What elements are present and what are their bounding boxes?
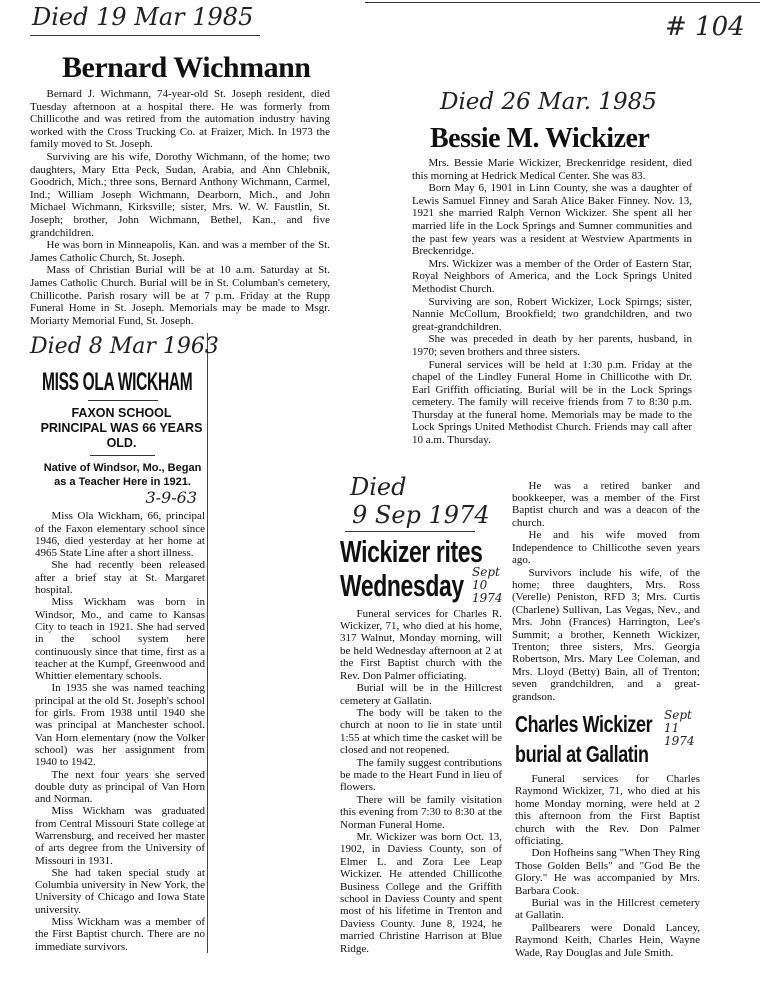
article-paragraph: He and his wife moved from Independence to Chillicothe seven years ago. [512,529,700,567]
article-paragraph: Surviving are his wife, Dorothy Wichmann, of the home; two daughters, Mary Etta Peck, Sudan, Arabia, and Ann Chlebnik, Goodrich, Mich.; three sons, Bernard Anthony Wichmann, Carmel, Ind.; William Joseph Wichmann, Dearborn, Mich., and John Michael Wichmann, Kirksville; sister, Mrs. W. W. Faustlin, St. Joseph; brother, John Wichmann, Bethel, Kan., and five grandchildren. [30,150,330,239]
rites-column [340,473,502,955]
article-paragraph: The family suggest contributions be made to the Heart Fund in lieu of flowers. [340,756,502,794]
handwritten-died: Died [350,472,407,501]
article-paragraph: Mrs. Wickizer was a member of the Order of Eastern Star, Royal Neighbors of America, and the Lock Springs United Methodist Church. [412,257,692,295]
wickizer-columns [335,473,705,959]
handwritten-margin-date: Sept 11 1974 [664,707,695,748]
wickham-deck: Native of Windsor, Mo., Began as a Teacher Here in 1921. [43,462,202,489]
article-paragraph: Bernard J. Wichmann, 74-year-old St. Joseph resident, died Tuesday afternoon at a hospital there. He was formerly from Chillicothe and was retired from the automation industry having worked with the Cross Trucking Co. at Fraizer, Mich. In 1973 the family moved to St. Joseph. [30,88,330,151]
article-paragraph: Survivors include his wife, of the home; three daughters, Mrs. Ross (Verelle) Peniston, RFD 3; Mrs. Curtis (Charlene) Sullivan, Las Vegas, Nev., and Mrs. John (Frances) Harrington, Lee's Summit; a brother, Kenneth Wickizer, Trenton; three sisters, Mrs. Georgia Robertson, Mrs. Mary Lee Coleman, and Mrs. Lloyd (Betty) Bain, all of Trenton; seven grandchildren, and a great-grandson. [512,566,700,703]
divider [88,400,158,401]
article-paragraph: The next four years she served double duty as principal of Van Horn and Norman. [35,768,205,806]
wickham-article [35,510,205,953]
handwritten-date-rites: 9 Sep 1974 [352,500,490,529]
divider [90,455,155,456]
left-column [30,2,330,953]
article-paragraph: Miss Wickham was born in Windsor, Mo., and came to Kansas City to teach in 1921. She had served in the school system here continuously since that time, first as a teacher at the Kumpf, Greenwood and Whittier elementary schools. [35,596,205,683]
handwritten-date-wichmann: Died 19 Mar 1985 [32,3,254,31]
handwritten-date-wickham: Died 8 Mar 1963 [30,334,219,360]
burial-article [515,773,700,959]
article-paragraph: She had taken special study at Columbia university in New York, the University of Chicago and Iowa State university. [35,866,205,916]
burial-headline-block [512,709,700,771]
top-edge-rule [365,2,760,3]
article-paragraph: Burial will be in the Hillcrest cemetery at Gallatin. [340,682,502,707]
article-paragraph: Don Hofheins sang "When They Ring Those Golden Bells" and "God Be the Glory." He was accompanied by Mrs. Barbara Cook. [515,847,700,897]
article-paragraph: The body will be taken to the church at noon to lie in state until 1:55 at which time the casket will be closed and not reopened. [340,706,502,757]
article-paragraph: Funeral services for Charles Raymond Wickizer, 71, who died at his home Monday morning, were held at 2 this afternoon from the First Baptist church with the Rev. Don Palmer officiating. [515,772,700,847]
handwritten-date-bessie: Died 26 Mar. 1985 [440,89,657,115]
article-paragraph: In 1935 she was named teaching principal at the old St. Joseph's school for girls. From 1938 until 1940 she was principal at Manchester school. Van Horn elementary (now the Volker school) was her assignment from 1940 to 1942. [35,682,205,769]
article-paragraph: She was preceded in death by her parents, husband, in 1970; seven brothers and three sisters. [412,333,692,358]
right-area [335,88,705,959]
bessie-headline: Bessie M. Wickizer [430,123,650,154]
handwritten-item-number: # 104 [665,12,745,42]
rites-headline [340,535,483,603]
article-paragraph: Mr. Wickizer was born Oct. 13, 1902, in Daviess County, son of Elmer L. and Zora Lee Leap Wickizer. He attended Chillicothe Business College and the Griffith school in Daviess County and spent most of his lifetime in Trenton and Daviess County. June 8, 1924, he married Christine Harrison at Blue Ridge. [340,830,502,955]
article-paragraph: Miss Wickham was graduated from Central Missouri State college at Warrensburg, and received her master of arts degree from the University of Missouri in 1931. [35,805,205,867]
wickham-clipping [30,333,219,953]
article-paragraph: She had recently been released after a brief stay at St. Margaret hospital. [35,559,205,597]
wickham-headline: MISS OLA WICKHAM [42,368,193,397]
article-paragraph: Pallbearers were Donald Lancey, Raymond Keith, Charles Hein, Wayne Wade, Ray Douglas and Jule Smith. [515,921,700,959]
burial-headline [515,709,652,769]
bessie-clipping [412,88,692,447]
article-paragraph: He was a retired banker and bookkeeper, was a member of the First Baptist church and was a deacon of the church. [512,479,700,529]
wichmann-article [30,88,330,327]
article-paragraph: Funeral services will be held at 1:30 p.m. Friday at the chapel of the Lindley Funeral Home in Chillicothe with Dr. Earl Griffith officiating. Burial will be in the Lock Springs cemetery. The family will receive friends from 7 to 8:30 p.m. Thursday at the funeral home. Memorials may be made to the Lock Springs United Methodist Church. Friends may call after 10 a.m. Thursday. [412,358,692,447]
rites-right-column [512,473,700,959]
article-paragraph: He was born in Minneapolis, Kan. and was a member of the St. James Catholic Church, St. Joseph. [30,239,330,264]
underline [30,35,260,36]
headline-line: burial at Gallatin [515,740,649,767]
headline-line: Wickizer rites [340,533,483,569]
article-paragraph: Surviving are son, Robert Wickizer, Lock Spirngs; sister, Nannie McCollum, Brookfield; two grandchildren, and two great-grandchildren. [412,295,692,333]
headline-line: Charles Wickizer [515,710,653,737]
rites-article-left [340,608,502,955]
article-paragraph: Born May 6, 1901 in Linn County, she was a daughter of Lewis Samuel Finney and Sarah Alice Baker Finney. Nov. 13, 1921 she married Ralph Vernon Wickizer. She spent all her married life in the Lock Springs and Sumner communities and the past few years was a resident at Westview Apartments in Breckenridge. [412,182,692,258]
article-paragraph: Funeral services for Charles R. Wickizer, 71, who died at his home, 317 Walnut, Monday morning, will be held Wednesday afternoon at 2 at the First Baptist church with the Rev. Don Palmer officiating. [340,607,502,682]
article-paragraph: There will be family visitation this evening from 7:30 to 8:30 at the Norman Funeral Home. [340,793,502,831]
handwritten-margin-date: Sept 10 1974 [472,564,503,605]
headline-line: Wednesday [340,567,464,603]
handwritten-clip-date: 3-9-63 [145,488,197,508]
article-paragraph: Mass of Christian Burial will be at 10 a.m. Saturday at St. James Catholic Church. Burial will be in St. Columban's cemetery, Chillicothe. Parish rosary will be at 7 p.m. Friday at the Rupp Funeral Home in St. Joseph. Memorials may be made to Msgr. Moriarty Memorial Fund, St. Joseph. [30,264,330,327]
article-paragraph: Miss Ola Wickham, 66, principal of the Faxon elementary school since 1946, died yesterday at her home at 4965 State Line after a short illness. [35,510,205,560]
rites-headline-block [340,532,503,605]
article-paragraph: Burial was in the Hillcrest cemetery at Gallatin. [515,897,700,922]
bessie-article [412,157,692,447]
wickham-subheadline: FAXON SCHOOL PRINCIPAL WAS 66 YEARS OLD. [40,406,203,451]
article-paragraph: Miss Wickham was a member of the First Baptist church. There are no immediate survivors. [35,916,205,953]
rites-article-right [512,480,700,703]
wichmann-headline: Bernard Wichmann [62,51,311,84]
article-paragraph: Mrs. Bessie Marie Wickizer, Breckenridge resident, died this morning at Hedrick Medical Center. She was 83. [412,157,692,182]
